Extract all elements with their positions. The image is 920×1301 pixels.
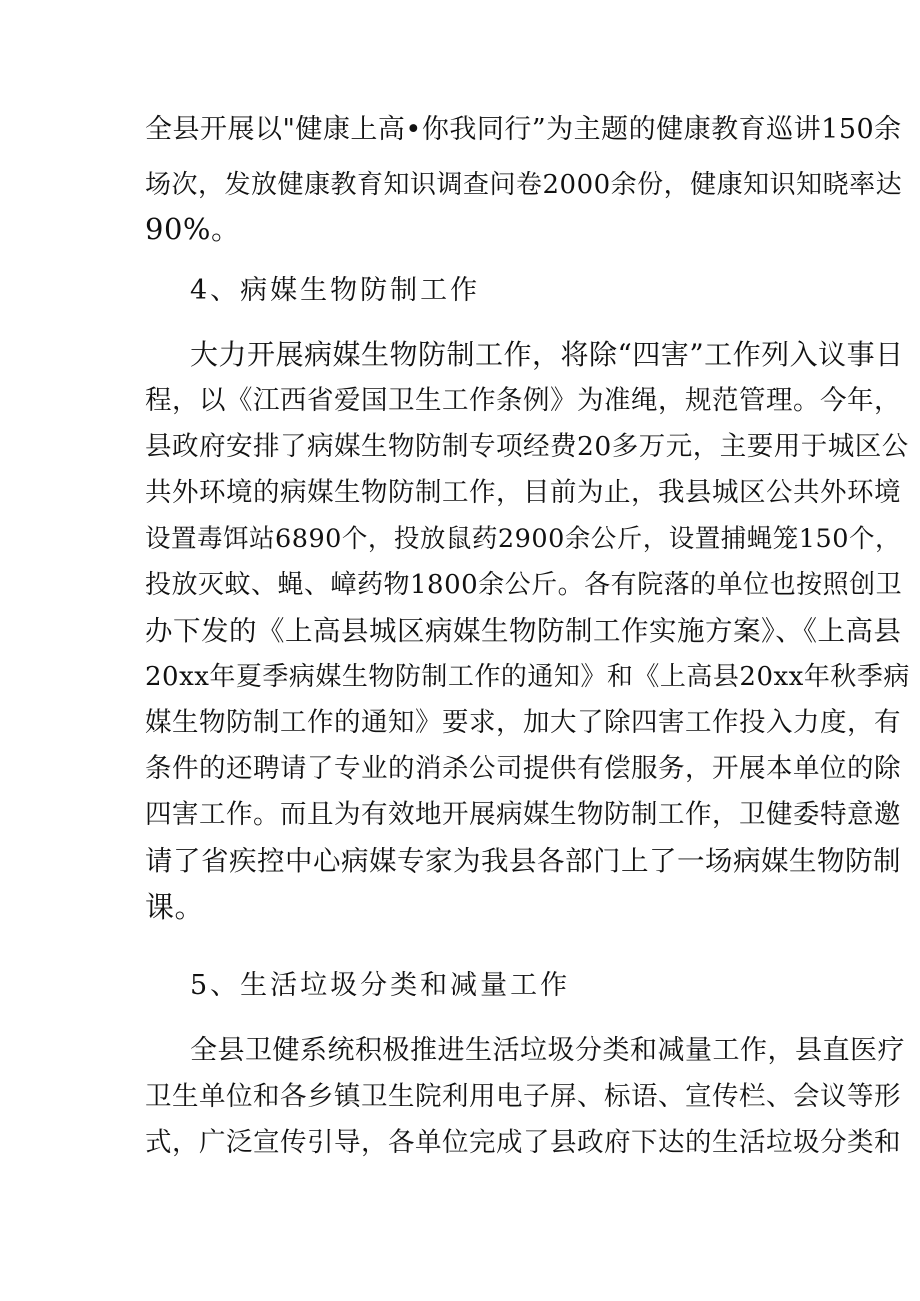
paragraph-line: 课。 [145,890,205,924]
paragraph-line: 全县开展以"健康上高•你我同行”为主题的健康教育巡讲150余 [145,114,902,145]
paragraph-line: 投放灭蚊、蝇、嶂药物1800余公斤。各有院落的单位也按照创卫 [145,570,903,600]
paragraph-line: 大力开展病媒生物防制工作，将除“四害”工作列入议事日 [190,338,904,371]
paragraph-line: 90%。 [145,212,241,246]
paragraph-line: 卫生单位和各乡镇卫生院利用电子屏、标语、宣传栏、会议等形 [145,1081,901,1112]
section-heading-waste-sorting: 5、生活垃圾分类和减量工作 [190,970,571,1001]
paragraph-line: 县政府安排了病媒生物防制专项经费20多万元，主要用于城区公 [145,431,909,462]
paragraph-line: 式，广泛宣传引导，各单位完成了县政府下达的生活垃圾分类和 [145,1127,901,1158]
paragraph-line: 共外环境的病媒生物防制工作，目前为止，我县城区公共外环境 [145,477,901,508]
paragraph-line: 全县卫健系统积极推进生活垃圾分类和减量工作，县直医疗 [190,1035,905,1066]
paragraph-line: 场次，发放健康教育知识调查问卷2000余份，健康知识知晓率达 [145,170,903,200]
paragraph-line: 设置毒饵站6890个，投放鼠药2900余公斤，设置捕蝇笼150个， [145,524,901,554]
paragraph-line: 四害工作。而且为有效地开展病媒生物防制工作，卫健委特意邀 [145,799,901,830]
section-heading-vector-control: 4、病媒生物防制工作 [190,275,481,306]
paragraph-line: 程，以《江西省爱国卫生工作条例》为准绳，规范管理。今年， [145,385,901,416]
paragraph-line: 媒生物防制工作的通知》要求，加大了除四害工作投入力度，有 [145,707,901,738]
paragraph-line: 20xx年夏季病媒生物防制工作的通知》和《上高县20xx年秋季病 [145,662,910,692]
paragraph-line: 条件的还聘请了专业的消杀公司提供有偿服务，开展本单位的除 [145,753,901,784]
paragraph-line: 请了省疾控中心病媒专家为我县各部门上了一场病媒生物防制 [145,845,901,877]
paragraph-line: 办下发的《上高县城区病媒生物防制工作实施方案》、《上高县 [145,615,902,647]
